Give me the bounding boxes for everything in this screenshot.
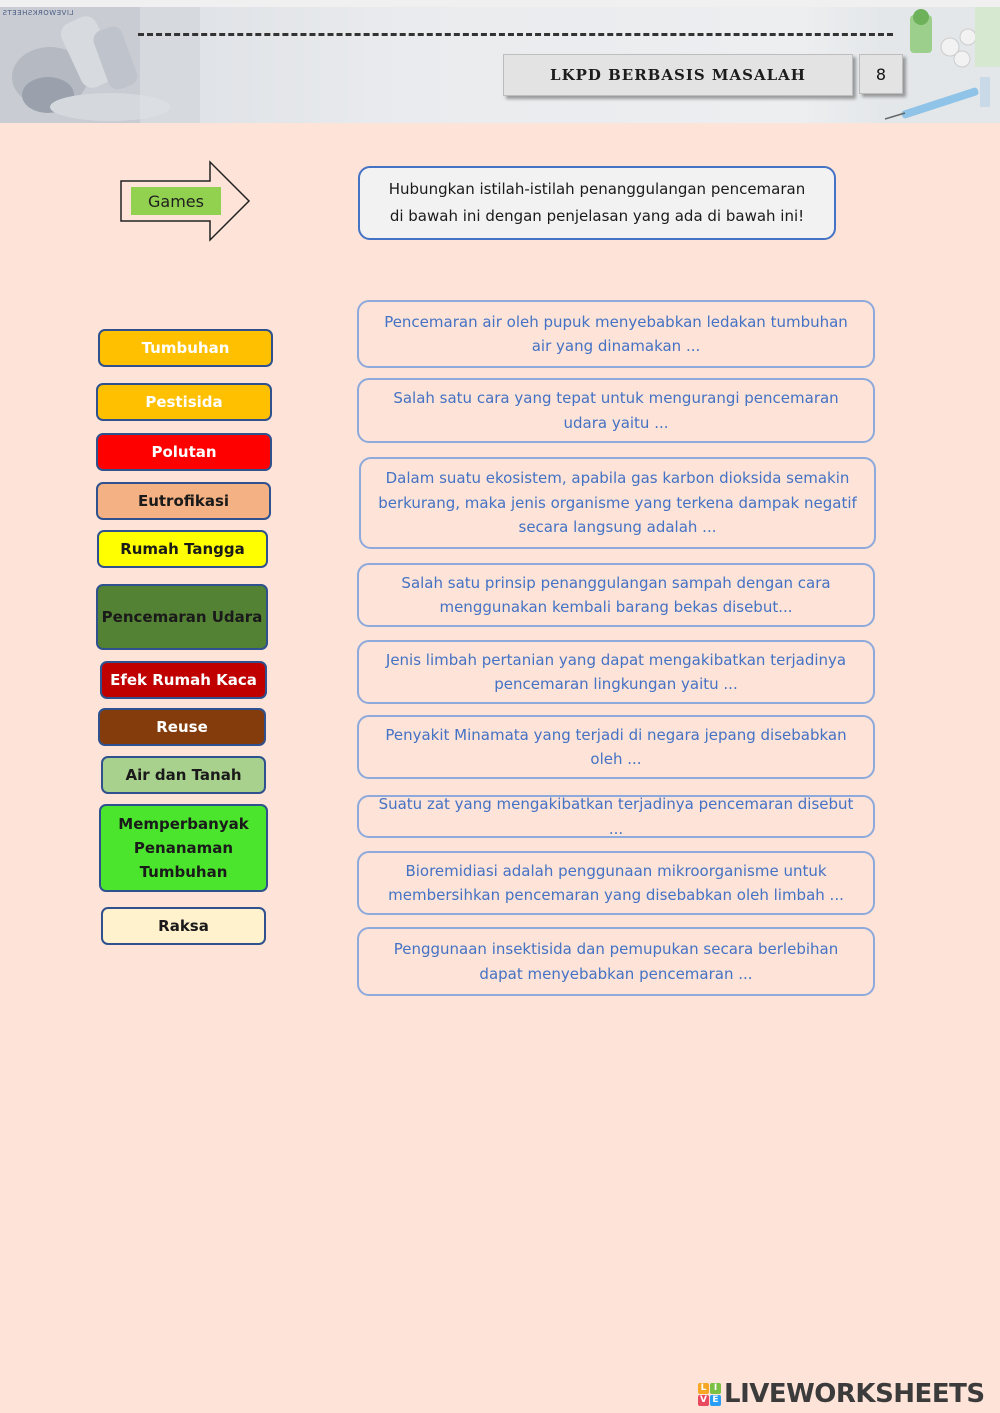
term-tile-memperbanyak-penanaman-tumbuhan[interactable]: [99, 804, 268, 892]
microscope-image: [0, 7, 200, 123]
instruction-text: Hubungkan istilah-istilah penanggulangan pencemaran di bawah ini dengan penjelasan yang ada di bawah ini!: [388, 180, 806, 225]
term-tile-eutrofikasi[interactable]: [96, 482, 271, 520]
term-label: Tumbuhan: [141, 339, 230, 357]
description-text: Penggunaan insektisida dan pemupukan secara berlebihan dapat menyebabkan pencemaran ...: [393, 940, 839, 983]
term-tile-reuse[interactable]: [98, 708, 266, 746]
term-tile-air-dan-tanah[interactable]: [101, 756, 266, 794]
liveworksheets-logo: [698, 1379, 985, 1409]
description-drop-box[interactable]: [357, 640, 875, 704]
term-label: Rumah Tangga: [120, 540, 245, 558]
term-tile-rumah-tangga[interactable]: [97, 530, 268, 568]
description-drop-box[interactable]: [357, 563, 875, 627]
term-label: Eutrofikasi: [137, 492, 230, 510]
term-tile-polutan[interactable]: [96, 433, 272, 471]
top-strip: [0, 0, 1000, 7]
games-label: Games: [131, 187, 221, 215]
page-title: LKPD BERBASIS MASALAH: [503, 54, 853, 96]
description-text: Suatu zat yang mengakibatkan terjadinya pencemaran disebut ...: [378, 795, 854, 838]
description-text: Penyakit Minamata yang terjadi di negara jepang disebabkan oleh ...: [385, 725, 847, 768]
description-drop-box[interactable]: [357, 378, 875, 443]
description-drop-box[interactable]: [357, 795, 875, 838]
logo-icon: L I V E: [698, 1383, 721, 1406]
term-label: Air dan Tanah: [125, 766, 242, 784]
header-dashed-line: [138, 33, 893, 36]
description-drop-box[interactable]: [357, 851, 875, 915]
watermark-text: LIVEWORKSHEETS: [2, 9, 74, 17]
instruction-box: [358, 166, 836, 240]
description-text: Dalam suatu ekosistem, apabila gas karbon dioksida semakin berkurang, maka jenis organisme yang terkena dampak negatif secara langsung adalah ...: [378, 469, 857, 537]
description-drop-box[interactable]: [357, 927, 875, 996]
term-tile-efek-rumah-kaca[interactable]: [100, 661, 267, 699]
header-banner: [0, 7, 1000, 123]
term-label: Reuse: [156, 718, 208, 736]
term-label: Polutan: [151, 443, 217, 461]
term-label: Efek Rumah Kaca: [110, 671, 257, 689]
page-number: 8: [859, 54, 903, 94]
term-label: Pencemaran Udara: [101, 608, 263, 626]
term-tile-raksa[interactable]: [101, 907, 266, 945]
description-drop-box[interactable]: [357, 300, 875, 368]
description-drop-box[interactable]: [357, 715, 875, 779]
description-drop-box[interactable]: [359, 457, 876, 549]
logo-text: LIVEWORKSHEETS: [724, 1379, 985, 1409]
description-text: Pencemaran air oleh pupuk menyebabkan ledakan tumbuhan air yang dinamakan ...: [384, 312, 848, 355]
description-text: Salah satu prinsip penanggulangan sampah dengan cara menggunakan kembali barang bekas disebut...: [401, 573, 831, 616]
term-tile-tumbuhan[interactable]: [98, 329, 273, 367]
description-text: Bioremidiasi adalah penggunaan mikroorganisme untuk membersihkan pencemaran yang disebabkan oleh limbah ...: [388, 861, 844, 904]
term-label: Raksa: [158, 917, 209, 935]
term-label: Memperbanyak Penanaman Tumbuhan: [118, 815, 249, 881]
term-label: Pestisida: [145, 393, 223, 411]
term-tile-pencemaran-udara[interactable]: [96, 584, 268, 650]
description-text: Jenis limbah pertanian yang dapat mengakibatkan terjadinya pencemaran lingkungan yaitu ...: [385, 650, 847, 693]
term-tile-pestisida[interactable]: [96, 383, 272, 421]
description-text: Salah satu cara yang tepat untuk mengurangi pencemaran udara yaitu ...: [393, 389, 839, 432]
